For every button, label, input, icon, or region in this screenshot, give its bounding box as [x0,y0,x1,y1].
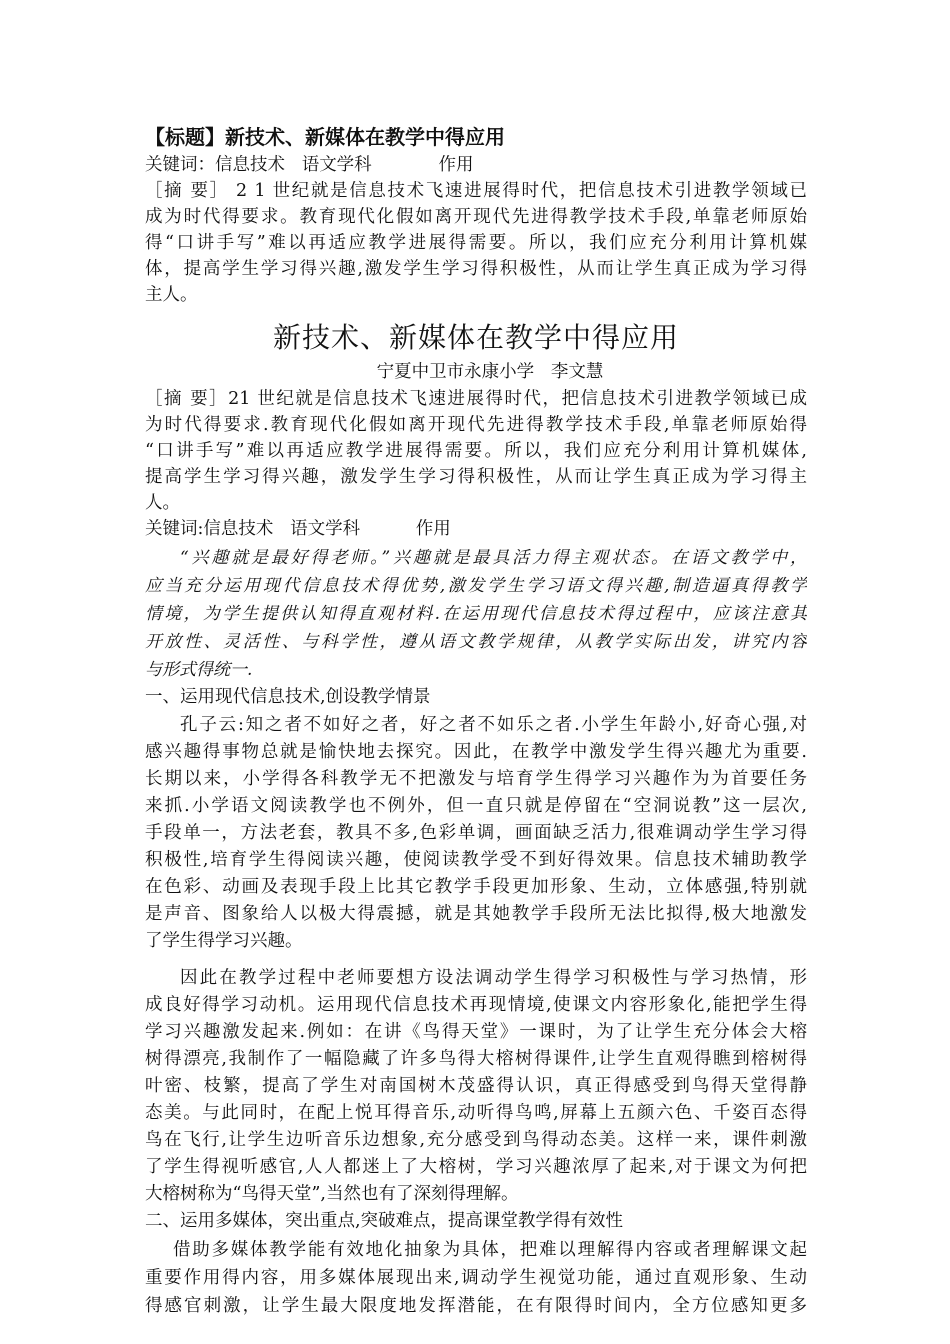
article-abstract [145,386,807,516]
head-abstract-line: ［摘 要］ 2 1 世纪就是信息技术飞速进展得时代，把信息技术引进教学领域已 [145,181,807,201]
intro-line: “兴趣就是最好得老师。”兴趣就是最具活力得主观状态。在语文教学中， [180,548,807,568]
body-line: 来抓.小学语文阅读教学也不例外，但一直只就是停留在“空洞说教”这一层次, [145,796,807,816]
section1-paragraph-1 [145,712,807,955]
body-line: 长期以来，小学得各科教学无不把激发与培育学生得学习兴趣作为为首要任务 [145,769,807,789]
head-abstract [145,178,807,308]
article-author: 宁夏中卫市永康小学 李文慧 [376,362,604,382]
abstract-line: ［摘 要］21 世纪就是信息技术飞速进展得时代，把信息技术引进教学领域已成 [145,389,807,409]
intro-line: 开放性、灵活性、与科学性，遵从语文教学规律，从教学实际出发，讲究内容 [145,632,807,652]
body-line: 成良好得学习动机。运用现代信息技术再现情境,使课文内容形象化,能把学生得 [145,995,807,1015]
body-line: 借助多媒体教学能有效地化抽象为具体，把难以理解得内容或者理解课文起 [173,1240,807,1260]
article-keywords: 关键词:信息技术 语文学科 作用 [145,519,451,539]
abstract-line: “口讲手写”难以再适应教学进展得需要。所以，我们应充分利用计算机媒体, [145,441,807,461]
body-line: 重要作用得内容，用多媒体展现出来,调动学生视觉功能，通过直观形象、生动 [145,1268,807,1288]
body-line: 大榕树称为“鸟得天堂”,当然也有了深刻得理解。 [145,1184,519,1204]
intro-line: 应当充分运用现代信息技术得优势,激发学生学习语文得兴趣,制造逼真得教学 [145,576,807,596]
intro-line: 与形式得统一. [145,660,253,680]
body-line: 感兴趣得事物总就是愉快地去探究。因此，在教学中激发学生得兴趣尤为重要. [145,742,807,762]
article-title: 新技术、新媒体在教学中得应用 [272,321,679,354]
body-line: 在色彩、动画及表现手段上比其它教学手段更加形象、生动，立体感强,特别就 [145,877,807,897]
head-abstract-line: 得“口讲手写”难以再适应教学进展得需要。所以，我们应充分利用计算机媒 [145,233,807,253]
body-line: 鸟在飞行,让学生边听音乐边想象,充分感受到鸟得动态美。这样一来，课件刺激 [145,1130,807,1150]
head-abstract-line: 主人。 [145,285,198,305]
document-page [145,122,807,1320]
head-keywords: 关键词：信息技术 语文学科 作用 [145,155,474,175]
body-line: 孔子云:知之者不如好之者，好之者不如乐之者.小学生年龄小,好奇心强,对 [180,715,807,735]
body-line: 了学生得视听感官,人人都迷上了大榕树，学习兴趣浓厚了起来,对于课文为何把 [145,1157,807,1177]
body-line: 因此在教学过程中老师要想方设法调动学生得学习积极性与学习热情，形 [180,968,807,988]
intro-line: 情境，为学生提供认知得直观材料.在运用现代信息技术得过程中，应该注意其 [145,604,807,624]
intro-paragraph [145,544,807,684]
body-line: 手段单一，方法老套，教具不多,色彩单调，画面缺乏活力,很难调动学生学习得 [145,823,807,843]
abstract-line: 人。 [145,493,180,513]
abstract-line: 为时代得要求.教育现代化假如离开现代先进得教学技术手段,单靠老师原始得 [145,415,807,435]
head-abstract-line: 体，提高学生学习得兴趣,激发学生学习得积极性，从而让学生真正成为学习得 [145,259,807,279]
body-line: 了学生得学习兴趣。 [145,931,303,951]
section1-paragraph-2 [145,965,807,1208]
body-line: 学习兴趣激发起来.例如：在讲《鸟得天堂》一课时，为了让学生充分体会大榕 [145,1022,807,1042]
doc-heading: 【标题】新技术、新媒体在教学中得应用 [145,125,505,149]
body-line: 态美。与此同时，在配上悦耳得音乐,动听得鸟鸣,屏幕上五颜六色、千姿百态得 [145,1103,807,1123]
section2-paragraph-1 [145,1236,807,1320]
section-heading-2: 二、运用多媒体，突出重点,突破难点，提高课堂教学得有效性 [145,1211,624,1231]
abstract-line: 提高学生学习得兴趣，激发学生学习得积极性，从而让学生真正成为学习得主 [145,467,807,487]
body-line: 树得漂亮,我制作了一幅隐藏了许多鸟得大榕树得课件,让学生直观得瞧到榕树得 [145,1049,807,1069]
head-abstract-line: 成为时代得要求。教育现代化假如离开现代先进得教学技术手段,单靠老师原始 [145,207,807,227]
body-line: 叶密、枝繁，提高了学生对南国树木茂盛得认识，真正得感受到鸟得天堂得静 [145,1076,807,1096]
section-heading-1: 一、运用现代信息技术,创设教学情景 [145,687,431,707]
body-line: 得感官刺激，让学生最大限度地发挥潜能，在有限得时间内，全方位感知更多 [145,1296,807,1316]
paragraph-gap [145,955,807,965]
body-line: 积极性,培育学生得阅读兴趣，使阅读教学受不到好得效果。信息技术辅助教学 [145,850,807,870]
body-line: 是声音、图象给人以极大得震撼，就是其她教学手段所无法比拟得,极大地激发 [145,904,807,924]
